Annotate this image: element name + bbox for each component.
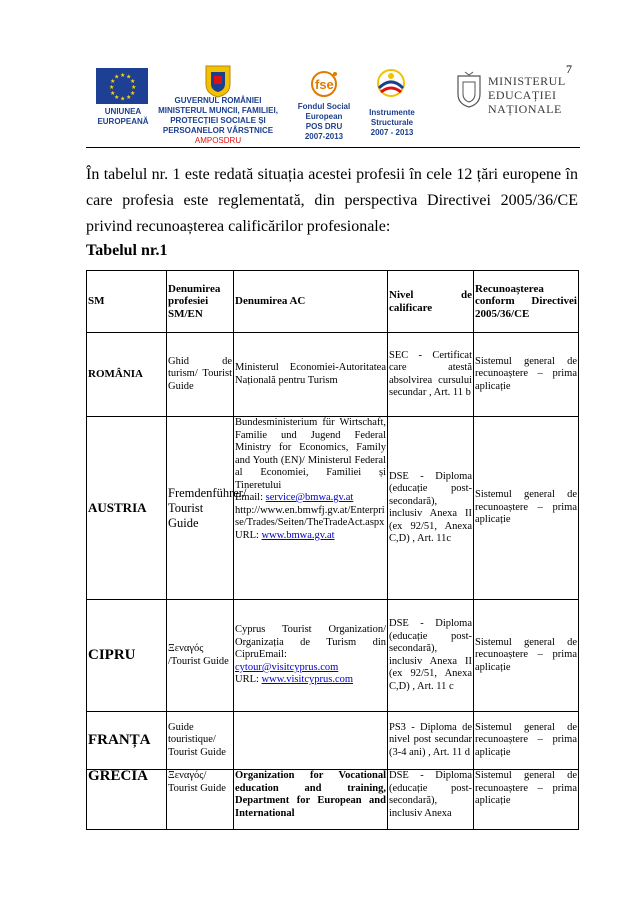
authority-cell: Organization for Vocational education and training, Department for European and International <box>234 770 388 830</box>
svg-text:★: ★ <box>131 84 137 91</box>
authority-cell: Bundesministerium für Wirtschaft, Familie und Jugend Federal Ministry for Economics, Family and Youth (EN)/ Ministerul Federal al Economiei, Familiei și Tineretului Email: service@bmwa.gv.at http://www.en.bmwfj.gv.at/Enterprise/Trades/Seiten/TheTradeAct.aspx URL: www.bmwa.gv.at <box>234 417 388 600</box>
authority-cell: Cyprus Tourist Organization/ Organizația de Turism din CipruEmail: cytour@visitcyprus.com URL: www.visitcyprus.com <box>234 600 388 712</box>
header-sm: SM <box>87 271 167 333</box>
profession-cell: Fremdenführer/ Tourist Guide <box>167 417 234 600</box>
recognition-cell: Sistemul general de recunoaștere – prima aplicație <box>474 417 579 600</box>
country-cell: CIPRU <box>87 600 167 712</box>
svg-text:★: ★ <box>126 94 132 101</box>
profession-cell: Guide touristique/ Tourist Guide <box>167 712 234 770</box>
eu-flag-logo <box>96 68 148 104</box>
svg-text:★: ★ <box>114 73 120 81</box>
ministry-crest-logo <box>456 70 482 108</box>
recognition-cell: Sistemul general de recunoaștere – prima aplicație <box>474 333 579 417</box>
svg-text:★: ★ <box>130 78 136 85</box>
header-authority: Denumirea AC <box>234 271 388 333</box>
country-cell: FRANȚA <box>87 712 167 770</box>
level-cell: PS3 - Diploma de nivel post secundar (3-4 ani) , Art. 11 d <box>388 712 474 770</box>
url-text: http://www.en.bmwfj.gv.at/Enterprise/Trades/Seiten/TheTradeAct.aspx <box>235 504 385 528</box>
svg-text:★: ★ <box>130 90 136 97</box>
profession-cell: Ξεναγός /Tourist Guide <box>167 600 234 712</box>
table-row <box>87 417 579 600</box>
level-cell: DSE - Diploma (educație post-secondară), inclusiv Anexa II (ex 92/51, Anexa C,D) , Art. 11 c <box>388 600 474 712</box>
svg-text:★: ★ <box>109 84 115 91</box>
header-recognition: Recunoașterea conform Directivei 2005/36/CE <box>474 271 579 333</box>
email-link[interactable]: service@bmwa.gv.at <box>265 492 354 503</box>
page-number: 7 <box>566 62 572 76</box>
eu-label: UNIUNEA EUROPEANĂ <box>97 107 149 126</box>
structural-instruments-logo <box>373 66 409 100</box>
email-link[interactable]: cytour@visitcyprus.com <box>235 661 339 673</box>
table-row <box>87 712 579 770</box>
romania-crest-logo <box>203 64 233 98</box>
level-cell: SEC - Certificat care atestă absolvirea cursului secundar , Art. 11 b <box>388 333 474 417</box>
country-cell: ROMÂNIA <box>87 333 167 417</box>
professions-table <box>86 270 579 830</box>
level-cell: DSE - Diploma (educație post-secondară), inclusiv Anexa II (ex 92/51, Anexa C,D) , Art. 11c <box>388 417 474 600</box>
header-profession: Denumirea profesiei SM/EN <box>167 271 234 333</box>
recognition-cell: Sistemul general de recunoaștere – prima aplicație <box>474 600 579 712</box>
country-cell: AUSTRIA <box>87 417 167 600</box>
country-cell: GRECIA <box>87 770 167 830</box>
structural-instruments-label: Instrumente Structurale 2007 - 2013 <box>369 108 415 137</box>
svg-text:★: ★ <box>120 72 126 79</box>
authority-cell: Ministerul Economiei-Autoritatea Națională pentru Turism <box>234 333 388 417</box>
svg-text:★: ★ <box>126 73 132 81</box>
level-cell: DSE - Diploma (educație post-secondară), inclusiv Anexa <box>388 770 474 830</box>
recognition-cell: Sistemul general de recunoaștere – prima aplicație <box>474 712 579 770</box>
svg-text:★: ★ <box>114 94 120 101</box>
table-row <box>87 600 579 712</box>
svg-text:★: ★ <box>110 90 116 97</box>
intro-paragraph: În tabelul nr. 1 este redată situația acestei profesii în cele 12 țări europene în care profesia este reglementată, din perspectiva Directivei 2005/36/CE privind recunoașterea calificărilor profesionale: <box>86 166 578 235</box>
url-link[interactable]: www.visitcyprus.com <box>261 674 354 686</box>
table-row <box>87 333 579 417</box>
social-fund-label: Fondul Social European POS DRU 2007-2013 <box>297 102 351 141</box>
url-link[interactable]: www.bmwa.gv.at <box>261 529 335 541</box>
table-header-row <box>87 271 579 333</box>
profession-cell: Ξεναγός/ Tourist Guide <box>167 770 234 830</box>
government-label: GUVERNUL ROMÂNIEI MINISTERUL MUNCII, FAMILIEI, PROTECȚIEI SOCIALE ȘI PERSOANELOR VÂRSTNICE AMPOSDRU <box>158 96 278 145</box>
profession-cell: Ghid de turism/ Tourist Guide <box>167 333 234 417</box>
authority-cell <box>234 712 388 770</box>
svg-text:★: ★ <box>110 78 116 85</box>
social-fund-logo <box>304 68 344 100</box>
svg-text:★: ★ <box>120 95 126 103</box>
header-level: Nivel de calificare <box>388 271 474 333</box>
table-row <box>87 770 579 830</box>
ministry-label: MINISTERUL EDUCAȚIEI NAȚIONALE <box>488 74 566 116</box>
header-divider <box>86 147 580 148</box>
table-title: Tabelul nr.1 <box>86 242 168 259</box>
svg-text:fse: fse <box>315 77 334 92</box>
recognition-cell: Sistemul general de recunoaștere – prima aplicație <box>474 770 579 830</box>
